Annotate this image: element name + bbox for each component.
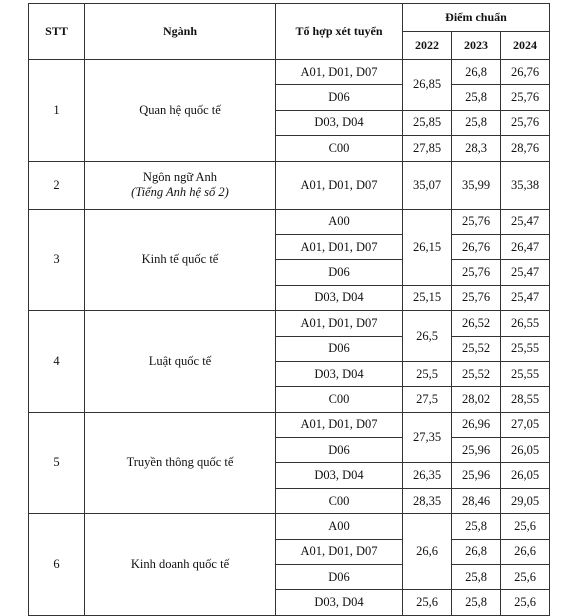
cell-2024: 35,38 [501,161,550,209]
cell-2023: 25,8 [452,565,501,590]
cell-to-hop: D06 [276,336,403,361]
cell-to-hop: A00 [276,209,403,234]
cell-stt: 5 [29,412,85,514]
cell-2022: 35,07 [403,161,452,209]
cell-2023: 25,8 [452,590,501,615]
table-row [29,60,550,85]
cell-2024: 28,76 [501,136,550,161]
cell-2022: 28,35 [403,488,452,513]
header-nganh: Ngành [85,4,276,60]
cell-nganh [85,311,276,413]
cell-to-hop: D03, D04 [276,285,403,310]
cell-to-hop: A00 [276,514,403,539]
benchmark-score-table [28,3,550,616]
cell-2023: 25,96 [452,438,501,463]
cell-to-hop: D03, D04 [276,463,403,488]
cell-to-hop: D03, D04 [276,110,403,135]
cell-2023: 35,99 [452,161,501,209]
cell-to-hop: A01, D01, D07 [276,60,403,85]
cell-stt: 1 [29,60,85,162]
cell-to-hop: C00 [276,387,403,412]
cell-2024: 26,55 [501,311,550,336]
cell-2023: 25,76 [452,260,501,285]
cell-2022-merged: 26,85 [403,60,452,111]
cell-2024: 25,6 [501,514,550,539]
cell-2024: 25,76 [501,85,550,110]
table-row [29,311,550,336]
cell-2022: 25,85 [403,110,452,135]
cell-2023: 26,76 [452,234,501,259]
cell-2024: 26,05 [501,438,550,463]
cell-to-hop: D06 [276,565,403,590]
cell-2024: 25,47 [501,209,550,234]
cell-2024: 29,05 [501,488,550,513]
cell-to-hop: D06 [276,85,403,110]
cell-2022: 27,85 [403,136,452,161]
header-to-hop: Tổ hợp xét tuyển [276,4,403,60]
cell-2023: 26,8 [452,60,501,85]
cell-2024: 25,55 [501,336,550,361]
header-year-2024: 2024 [501,32,550,60]
cell-stt: 2 [29,161,85,209]
cell-2023: 26,8 [452,539,501,564]
cell-2024: 26,76 [501,60,550,85]
cell-stt: 3 [29,209,85,311]
cell-2023: 26,96 [452,412,501,437]
cell-2022: 26,35 [403,463,452,488]
cell-2022-merged: 26,6 [403,514,452,590]
cell-to-hop: A01, D01, D07 [276,311,403,336]
cell-2024: 25,47 [501,285,550,310]
cell-2024: 25,6 [501,565,550,590]
header-stt: STT [29,4,85,60]
cell-2024: 25,76 [501,110,550,135]
table-body [29,60,550,616]
cell-2023: 25,8 [452,514,501,539]
cell-to-hop: D06 [276,260,403,285]
cell-to-hop: A01, D01, D07 [276,234,403,259]
cell-to-hop: A01, D01, D07 [276,539,403,564]
major-name: Kinh tế quốc tế [141,252,219,267]
major-name: Ngôn ngữ Anh [142,170,218,185]
cell-2023: 25,8 [452,110,501,135]
cell-to-hop: D06 [276,438,403,463]
cell-2022-merged: 26,5 [403,311,452,362]
cell-2024: 28,55 [501,387,550,412]
cell-2023: 26,52 [452,311,501,336]
cell-2024: 25,6 [501,590,550,615]
header-diem-chuan: Điểm chuẩn [403,4,550,32]
cell-2024: 26,6 [501,539,550,564]
cell-2023: 28,46 [452,488,501,513]
cell-to-hop: A01, D01, D07 [276,412,403,437]
cell-2023: 25,8 [452,85,501,110]
major-subtitle: (Tiếng Anh hệ số 2) [131,185,229,200]
cell-2024: 25,55 [501,361,550,386]
cell-2022: 25,5 [403,361,452,386]
cell-2023: 25,96 [452,463,501,488]
cell-stt: 4 [29,311,85,413]
table-row [29,412,550,437]
cell-2023: 25,76 [452,209,501,234]
cell-2023: 28,02 [452,387,501,412]
major-name: Kinh doanh quốc tế [130,557,230,572]
cell-2022-merged: 26,15 [403,209,452,285]
header-year-2022: 2022 [403,32,452,60]
cell-nganh [85,209,276,311]
cell-2022-merged: 27,35 [403,412,452,463]
cell-to-hop: D03, D04 [276,361,403,386]
cell-nganh [85,514,276,616]
major-name: Truyền thông quốc tế [126,455,234,470]
table-row [29,514,550,539]
cell-2024: 27,05 [501,412,550,437]
major-name: Quan hệ quốc tế [139,102,221,117]
table-row [29,209,550,234]
cell-to-hop: C00 [276,488,403,513]
cell-stt: 6 [29,514,85,616]
header-year-2023: 2023 [452,32,501,60]
cell-2024: 26,47 [501,234,550,259]
cell-2022: 25,6 [403,590,452,615]
cell-2022: 27,5 [403,387,452,412]
cell-2024: 25,47 [501,260,550,285]
cell-2023: 25,52 [452,361,501,386]
cell-nganh [85,161,276,209]
major-name: Luật quốc tế [148,353,212,368]
cell-2023: 25,76 [452,285,501,310]
cell-nganh [85,60,276,162]
cell-2022: 25,15 [403,285,452,310]
cell-2023: 25,52 [452,336,501,361]
cell-nganh [85,412,276,514]
cell-2024: 26,05 [501,463,550,488]
cell-to-hop: D03, D04 [276,590,403,615]
cell-to-hop: C00 [276,136,403,161]
cell-2023: 28,3 [452,136,501,161]
table-row [29,161,550,209]
cell-to-hop: A01, D01, D07 [276,161,403,209]
